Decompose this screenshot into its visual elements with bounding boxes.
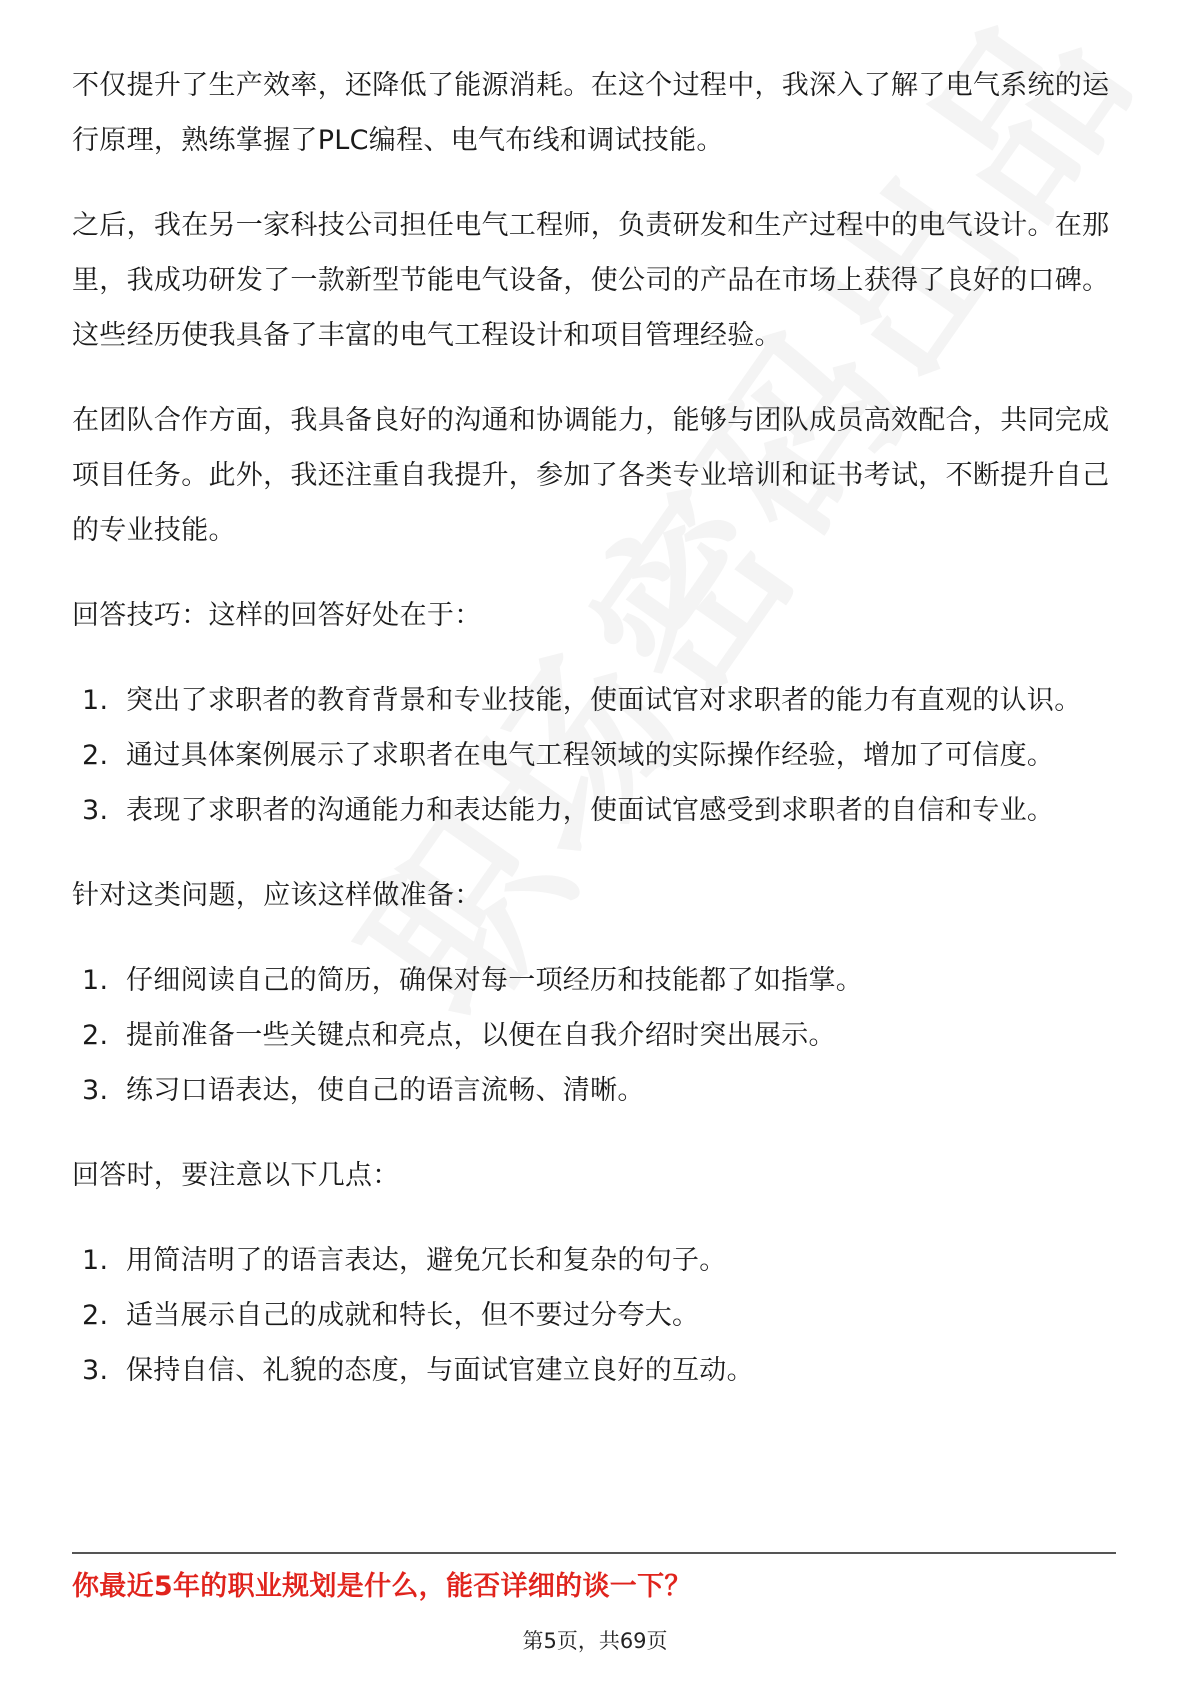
prep-heading: 针对这类问题，应该这样做准备： bbox=[72, 880, 482, 911]
tips-list bbox=[72, 673, 1116, 838]
paragraph-2: 之后，我在另一家科技公司担任电气工程师，负责研发和生产过程中的电气设计。在那里，我成功研发了一款新型节能电气设备，使公司的产品在市场上获得了良好的口碑。这些经历使我具备了丰富的电气工程设计和项目管理经验。 bbox=[72, 210, 1110, 351]
list-item: 2. 提前准备一些关键点和亮点，以便在自我介绍时突出展示。 bbox=[82, 1020, 836, 1051]
prep-list bbox=[72, 953, 1116, 1118]
paragraph-1: 不仅提升了生产效率，还降低了能源消耗。在这个过程中，我深入了解了电气系统的运行原理，熟练掌握了PLC编程、电气布线和调试技能。 bbox=[72, 70, 1110, 156]
section-divider bbox=[72, 1552, 1116, 1554]
notes-heading: 回答时，要注意以下几点： bbox=[72, 1160, 400, 1191]
notes-list bbox=[72, 1233, 1116, 1398]
list-item: 1. 用简洁明了的语言表达，避免冗长和复杂的句子。 bbox=[82, 1245, 727, 1276]
page-number: 第5页，共69页 bbox=[522, 1629, 668, 1653]
list-item: 1. 仔细阅读自己的简历，确保对每一项经历和技能都了如指掌。 bbox=[82, 965, 864, 996]
list-item: 2. 通过具体案例展示了求职者在电气工程领域的实际操作经验，增加了可信度。 bbox=[82, 740, 1055, 771]
document-body bbox=[72, 58, 1116, 1428]
list-item: 3. 保持自信、礼貌的态度，与面试官建立良好的互动。 bbox=[82, 1355, 754, 1386]
next-question-heading: 你最近5年的职业规划是什么，能否详细的谈一下？ bbox=[72, 1571, 692, 1602]
list-item: 2. 适当展示自己的成就和特长，但不要过分夸大。 bbox=[82, 1300, 700, 1331]
list-item: 3. 练习口语表达，使自己的语言流畅、清晰。 bbox=[82, 1075, 645, 1106]
paragraph-3: 在团队合作方面，我具备良好的沟通和协调能力，能够与团队成员高效配合，共同完成项目任务。此外，我还注重自我提升，参加了各类专业培训和证书考试，不断提升自己的专业技能。 bbox=[72, 405, 1110, 546]
list-item: 3. 表现了求职者的沟通能力和表达能力，使面试官感受到求职者的自信和专业。 bbox=[82, 795, 1055, 826]
tips-heading: 回答技巧：这样的回答好处在于： bbox=[72, 600, 482, 631]
list-item: 1. 突出了求职者的教育背景和专业技能，使面试官对求职者的能力有直观的认识。 bbox=[82, 685, 1082, 716]
